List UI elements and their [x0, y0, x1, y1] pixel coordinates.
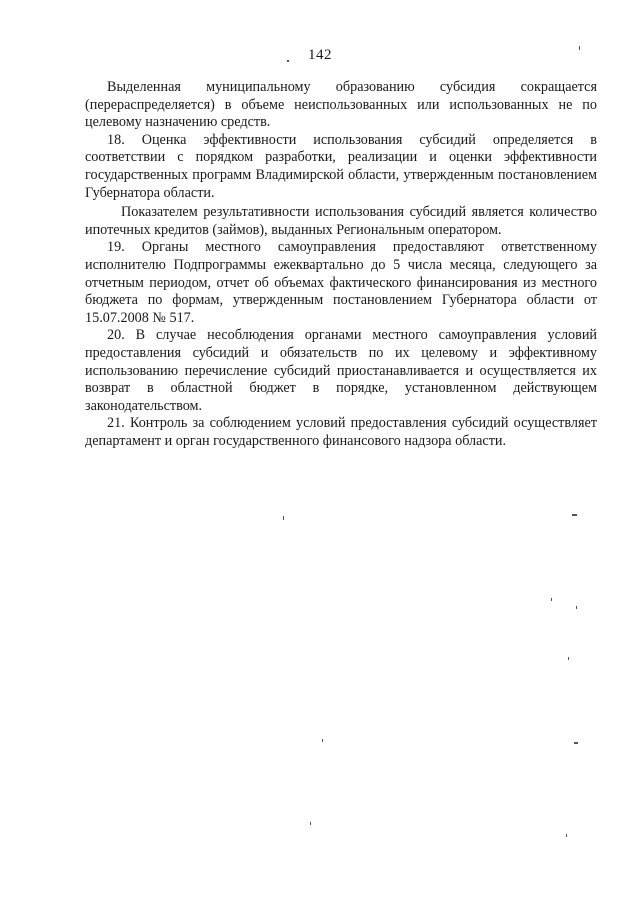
page-number: 142 [308, 47, 332, 63]
scan-speck [568, 657, 569, 660]
document-body [85, 79, 597, 450]
scan-speck [579, 46, 580, 50]
paragraph-18-efficiency-evaluation: 18. Оценка эффективности использования субсидий определяется в соответствии с порядком разработки, реализации и оценки эффективности государственных программ Владимирской области, утвержденным постановлением Губернатора области. [85, 131, 597, 201]
scan-speck [576, 606, 577, 609]
paragraph-20-non-compliance: 20. В случае несоблюдения органами местного самоуправления условий предоставления субсидий и обязательств по их целевому и эффективному использованию перечисление субсидий приостанавливается и осуществляется их возврат в областной бюджет в порядке, установленном действующем законодательством. [85, 327, 597, 414]
scan-speck [574, 742, 578, 744]
scan-speck [283, 516, 284, 520]
scan-speck [566, 834, 567, 837]
scan-speck [551, 598, 552, 601]
scan-speck [572, 514, 577, 516]
scan-speck [310, 822, 311, 825]
paragraph-subsidy-reduction: Выделенная муниципальному образованию субсидия сокращается (перераспределяется) в объеме неиспользованных или использованных не по целевому назначению средств. [85, 79, 597, 131]
paragraph-21-control: 21. Контроль за соблюдением условий предоставления субсидий осуществляет департамент и орган государственного финансового надзора области. [85, 415, 597, 449]
scan-speck [287, 60, 289, 62]
scan-speck [322, 739, 323, 742]
paragraph-19-quarterly-report: 19. Органы местного самоуправления предоставляют ответственному исполнителю Подпрограммы ежеквартально до 5 числа месяца, следующего за отчетным периодом, отчет об объемах фактического финансирования из местного бюджета по формам, утвержденным постановлением Губернатора области от 15.07.2008 № 517. [85, 239, 597, 326]
paragraph-performance-indicator: Показателем результативности использования субсидий является количество ипотечных кредитов (займов), выданных Региональным оператором. [85, 204, 597, 238]
